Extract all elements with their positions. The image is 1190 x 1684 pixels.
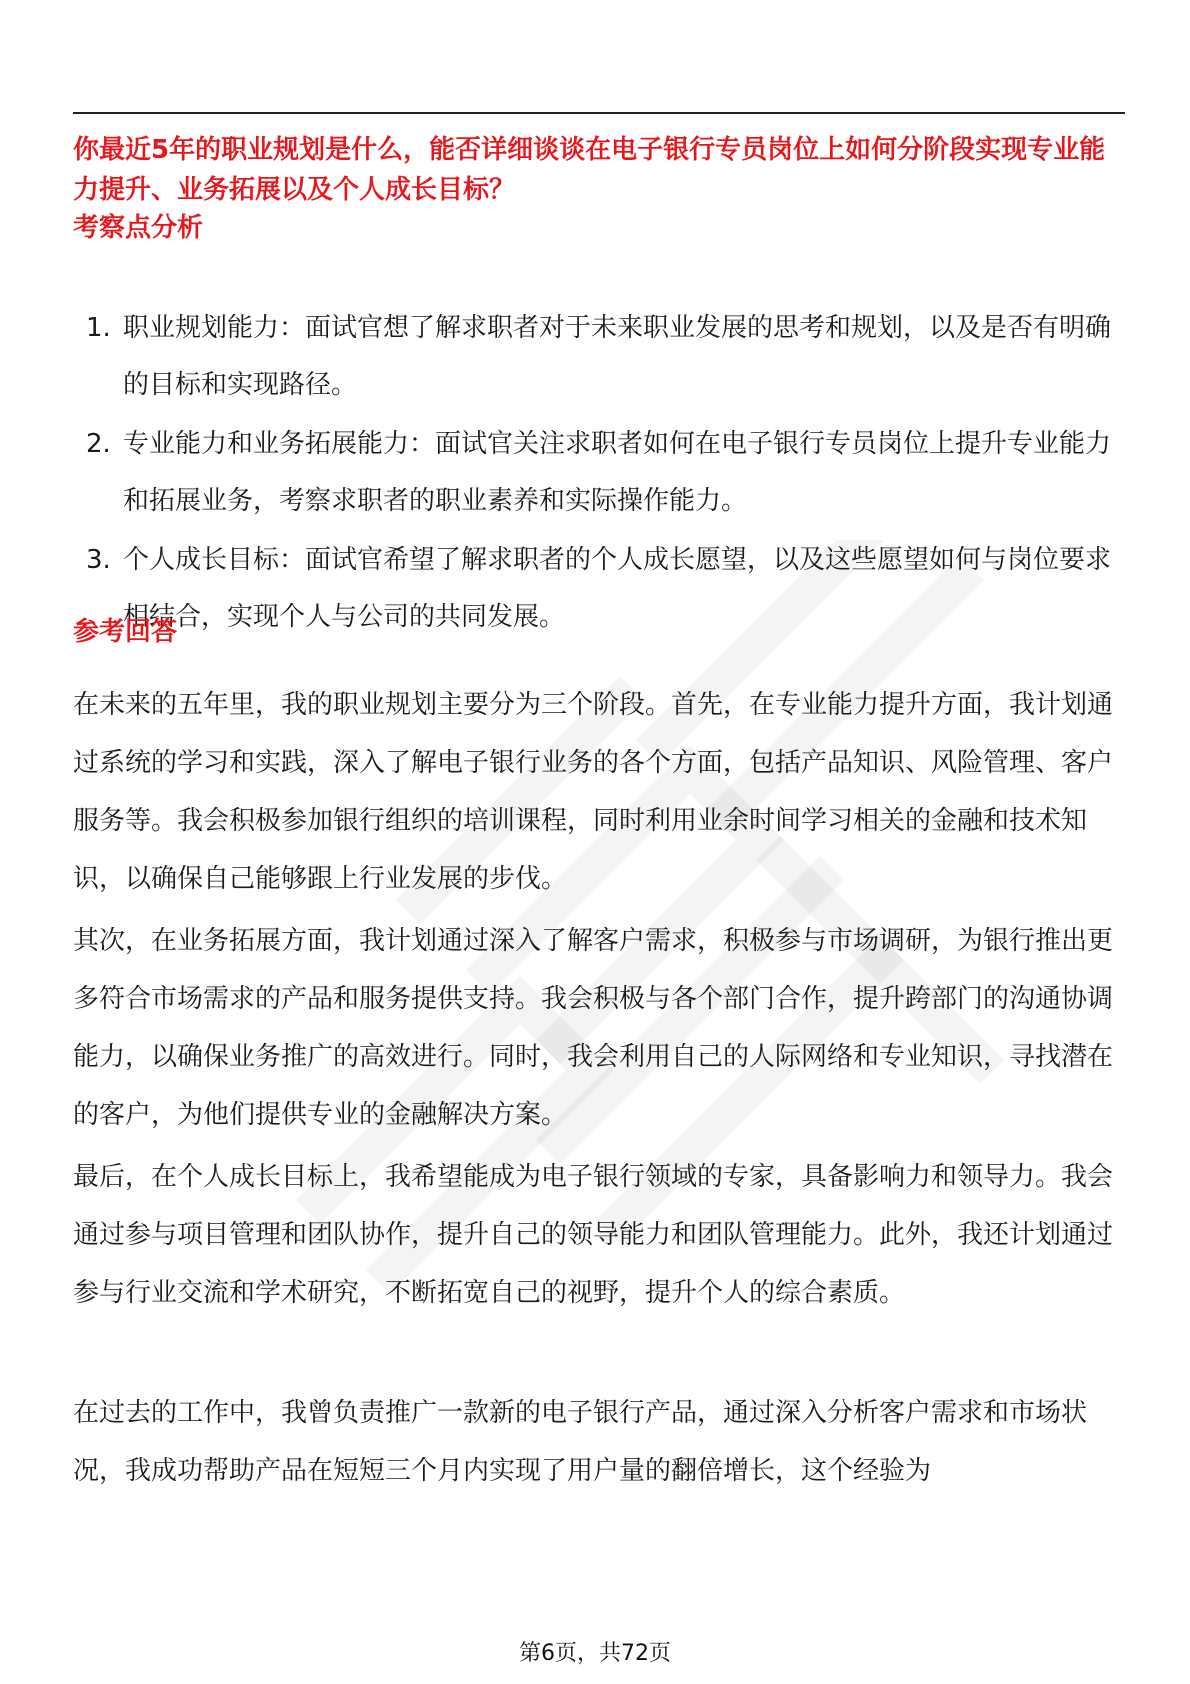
answer-paragraph: 在未来的五年里，我的职业规划主要分为三个阶段。首先，在专业能力提升方面，我计划通过系统的学习和实践，深入了解电子银行业务的各个方面，包括产品知识、风险管理、客户服务等。我会积极参加银行组织的培训课程，同时利用业余时间学习相关的金融和技术知识，以确保自己能够跟上行业发展的步伐。 [73,690,1114,894]
list-item-number: 2. [86,429,111,459]
answer-paragraph: 在过去的工作中，我曾负责推广一款新的电子银行产品，通过深入分析客户需求和市场状况，我成功帮助产品在短短三个月内实现了用户量的翻倍增长，这个经验为 [73,1398,1088,1486]
list-item [73,300,1125,414]
list-item-text: 职业规划能力：面试官想了解求职者对于未来职业发展的思考和规划，以及是否有明确的目标和实现路径。 [123,313,1112,400]
list-item-text: 专业能力和业务拓展能力：面试官关注求职者如何在电子银行专员岗位上提升专业能力和拓展业务，考察求职者的职业素养和实际操作能力。 [123,429,1112,516]
top-divider [73,112,1125,114]
answer-paragraph: 其次，在业务拓展方面，我计划通过深入了解客户需求，积极参与市场调研，为银行推出更多符合市场需求的产品和服务提供支持。我会积极与各个部门合作，提升跨部门的沟通协调能力，以确保业务推广的高效进行。同时，我会利用自己的人际网络和专业知识，寻找潜在的客户，为他们提供专业的金融解决方案。 [73,926,1114,1130]
analysis-heading: 考察点分析 [73,213,204,243]
list-item [73,532,1125,646]
page-number: 第6页，共72页 [519,1641,671,1666]
answer-paragraph: 最后，在个人成长目标上，我希望能成为电子银行领域的专家，具备影响力和领导力。我会通过参与项目管理和团队协作，提升自己的领导能力和团队管理能力。此外，我还计划通过参与行业交流和学术研究，不断拓宽自己的视野，提升个人的综合素质。 [73,1162,1114,1308]
list-item-number: 1. [86,313,111,343]
list-item-text: 个人成长目标：面试官希望了解求职者的个人成长愿望，以及这些愿望如何与岗位要求相结合，实现个人与公司的共同发展。 [123,545,1112,632]
list-item [73,416,1125,530]
analysis-list [73,300,1125,648]
question-title: 你最近5年的职业规划是什么，能否详细谈谈在电子银行专员岗位上如何分阶段实现专业能力提升、业务拓展以及个人成长目标？ [73,135,1106,205]
list-item-number: 3. [86,545,111,575]
answer-heading: 参考回答 [73,617,178,647]
